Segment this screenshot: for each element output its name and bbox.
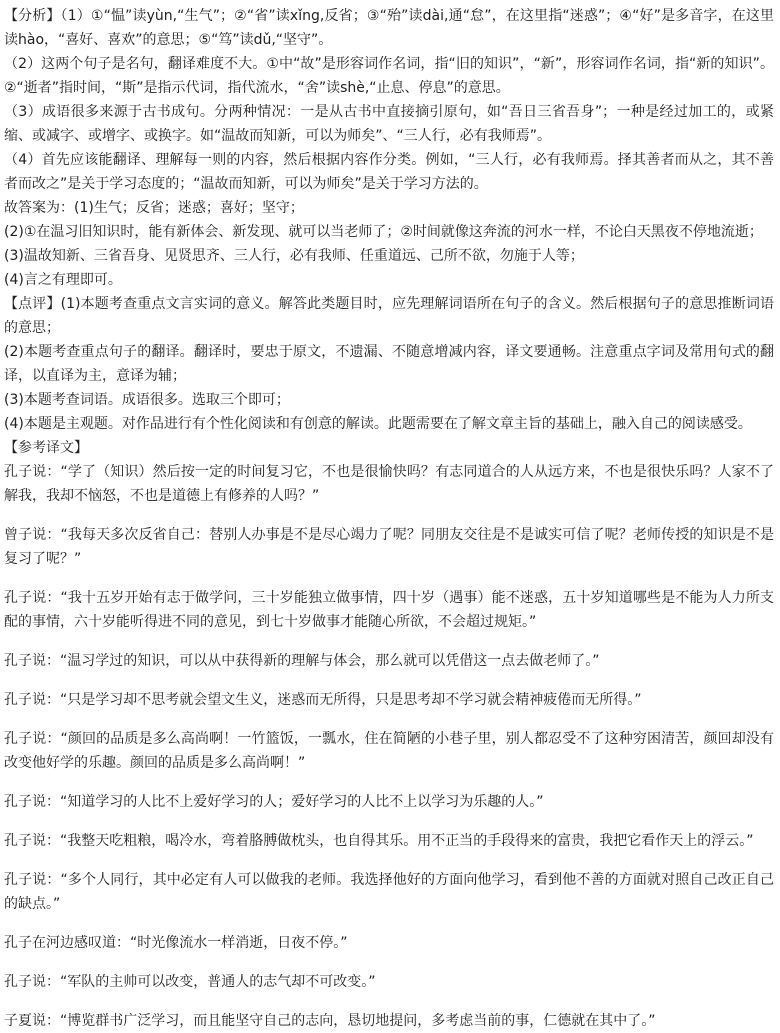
analysis-line: （4）首先应该能翻译、理解每一则的内容，然后根据内容作分类。例如，“三人行，必有我师焉。择其善者而从之，其不善者而改之”是关于学习态度的；“温故而知新，可以为师矣”是关于学习方法的。 (4, 152, 774, 192)
analysis-line: （2）这两个句子是名句，翻译难度不大。①中“故”是形容词作名词，指“旧的知识”，“新”，形容词作名词，指“新的知识”。②“逝者”指时间，“斯”是指示代词，指代流水，“舍”读shè,“止息、停息”的意思。 (4, 56, 774, 96)
comment-line: (2)本题考查重点句子的翻译。翻译时，要忠于原文，不遗漏、不随意增减内容，译文要通畅。注意重点字词及常用句式的翻译，以直译为主，意译为辅； (4, 344, 774, 384)
translation-paragraph: 孔子说：“只是学习却不思考就会望文生义，迷惑而无所得，只是思考却不学习就会精神疲倦而无所得。” (4, 692, 642, 708)
translation-paragraph: 孔子说：“学了（知识）然后按一定的时间复习它，不也是很愉快吗？有志同道合的人从远方来，不也是很快乐吗？人家不了解我，我却不恼怒，不也是道德上有修养的人吗？” (4, 464, 774, 504)
comment-line: 【点评】(1)本题考查重点文言实词的意义。解答此类题目时，应先理解词语所在句子的含义。然后根据句子的意思推断词语的意思； (4, 296, 774, 336)
translation-paragraph: 孔子说：“军队的主帅可以改变，普通人的志气却不可改变。” (4, 974, 376, 990)
translation-paragraph: 孔子说：“知道学习的人比不上爱好学习的人；爱好学习的人比不上以学习为乐趣的人。” (4, 794, 544, 810)
translation-paragraph: 孔子说：“多个人同行，其中必定有人可以做我的老师。我选择他好的方面向他学习，看到他不善的方面就对照自己改正自己的缺点。” (4, 872, 774, 912)
answer-line: 故答案为：(1)生气；反省；迷惑；喜好；坚守； (4, 200, 304, 216)
analysis-section (4, 4, 774, 292)
answer-line: (2)①在温习旧知识时，能有新体会、新发现、就可以当老师了；②时间就像这奔流的河水一样，不论白天黑夜不停地流逝； (4, 224, 763, 240)
translation-paragraph: 曾子说：“我每天多次反省自己：替别人办事是不是尽心竭力了呢？同朋友交往是不是诚实可信了呢？老师传授的知识是不是复习了呢？” (4, 527, 774, 567)
translation-paragraph: 子夏说：“博览群书广泛学习，而且能坚守自己的志向，恳切地提问，多考虑当前的事，仁德就在其中了。” (4, 1013, 656, 1029)
analysis-line: （3）成语很多来源于古书成句。分两种情况：一是从古书中直接摘引原句，如“吾日三省吾身”；一种是经过加工的，或紧缩、或减字、或增字、或换字。如“温故而知新，可以为师矣”、“三人行，必有我师焉”。 (4, 104, 774, 144)
translation-paragraph: 孔子在河边感叹道：“时光像流水一样消逝，日夜不停。” (4, 935, 348, 951)
translation-paragraph: 孔子说：“我十五岁开始有志于做学问，三十岁能独立做事情，四十岁（遇事）能不迷惑，五十岁知道哪些是不能为人力所支配的事情，六十岁能听得进不同的意见，到七十岁做事才能随心所欲，不会超过规矩。” (4, 590, 774, 630)
answer-line: (4)言之有理即可。 (4, 272, 122, 288)
comment-line: (3)本题考查词语。成语很多。选取三个即可； (4, 392, 290, 408)
translation-heading: 【参考译文】 (4, 440, 88, 456)
translation-paragraph: 孔子说：“我整天吃粗粮，喝冷水，弯着胳膊做枕头，也自得其乐。用不正当的手段得来的富贵，我把它看作天上的浮云。” (4, 833, 754, 849)
translation-paragraph: 孔子说：“温习学过的知识，可以从中获得新的理解与体会，那么就可以凭借这一点去做老师了。” (4, 653, 600, 669)
comment-section (4, 292, 774, 436)
answer-line: (3)温故知新、三省吾身、见贤思齐、三人行，必有我师、任重道远、己所不欲，勿施于人等； (4, 248, 584, 264)
translation-paragraph: 孔子说：“颜回的品质是多么高尚啊！一竹篮饭，一瓢水，住在简陋的小巷子里，别人都忍受不了这种穷困清苦，颜回却没有改变他好学的乐趣。颜回的品质是多么高尚啊！” (4, 731, 774, 771)
comment-line: (4)本题是主观题。对作品进行有个性化阅读和有创意的解读。此题需要在了解文章主旨的基础上，融入自己的阅读感受。 (4, 416, 752, 432)
translation-section (4, 436, 774, 1033)
analysis-line: 【分析】（1）①“愠”读yùn,“生气”；②“省”读xǐng,反省；③“殆”读dài,通“怠”，在这里指“迷惑”；④“好”是多音字，在这里读hào，“喜好、喜欢”的意思；⑤“笃”读dǔ,“坚守”。 (4, 8, 774, 48)
